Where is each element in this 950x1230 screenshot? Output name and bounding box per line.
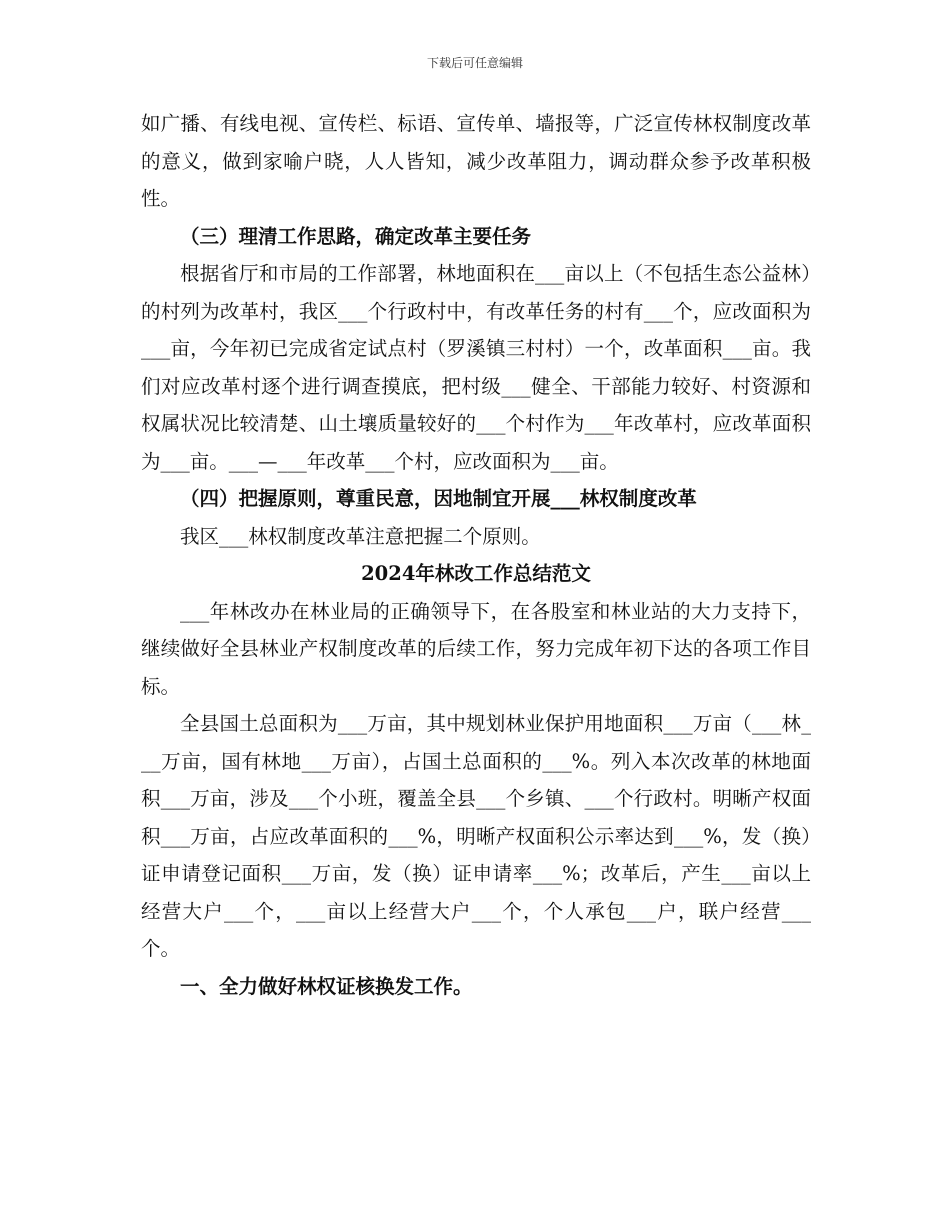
document-body (141, 105, 811, 1005)
paragraph-intro: ___年林改办在林业局的正确领导下，在各股室和林业站的大力支持下，继续做好全县林业产权制度改革的后续工作，努力完成年初下达的各项工作目标。 (141, 599, 811, 698)
paragraph-statistics: 全县国土总面积为___万亩，其中规划林业保护用地面积___万亩（___林___万亩，国有林地___万亩），占国土总面积的___%。列入本次改革的林地面积___万亩，涉及___个小班，覆盖全县___个乡镇、___个行政村。明晰产权面积___万亩，占应改革面积的___%，明晰产权面积公示率达到___%，发（换）证申请登记面积___万亩，发（换）证申请率___%；改革后，产生___亩以上经营大户___个，___亩以上经营大户___个，个人承包___户，联户经营___个。 (141, 712, 811, 960)
section-heading-4: （四）把握原则，尊重民意，因地制宜开展___林权制度改革 (180, 487, 697, 510)
paragraph-tasks: 根据省厅和市局的工作部署，林地面积在___亩以上（不包括生态公益林）的村列为改革村，我区___个行政村中，有改革任务的村有___个，应改面积为___亩，今年初已完成省定试点村（罗溪镇三村村）一个，改革面积___亩。我们对应改革村逐个进行调查摸底，把村级___健全、干部能力较好、村资源和权属状况比较清楚、山土壤质量较好的___个村作为___年改革村，应改革面积为___亩。___—___年改革___个村，应改面积为___亩。 (141, 262, 811, 473)
paragraph-publicity: 如广播、有线电视、宣传栏、标语、宣传单、墙报等，广泛宣传林权制度改革的意义，做到家喻户晓，人人皆知，减少改革阻力，调动群众参予改革积极性。 (141, 112, 811, 210)
page-header: 下载后可任意编辑 (426, 56, 523, 70)
document-title: 2024年林改工作总结范文 (361, 562, 591, 585)
section-heading-3: （三）理清工作思路，确定改革主要任务 (180, 224, 532, 248)
paragraph-principles: 我区___林权制度改革注意把握二个原则。 (180, 524, 541, 548)
section-heading-1: 一、全力做好林权证核换发工作。 (180, 974, 473, 998)
